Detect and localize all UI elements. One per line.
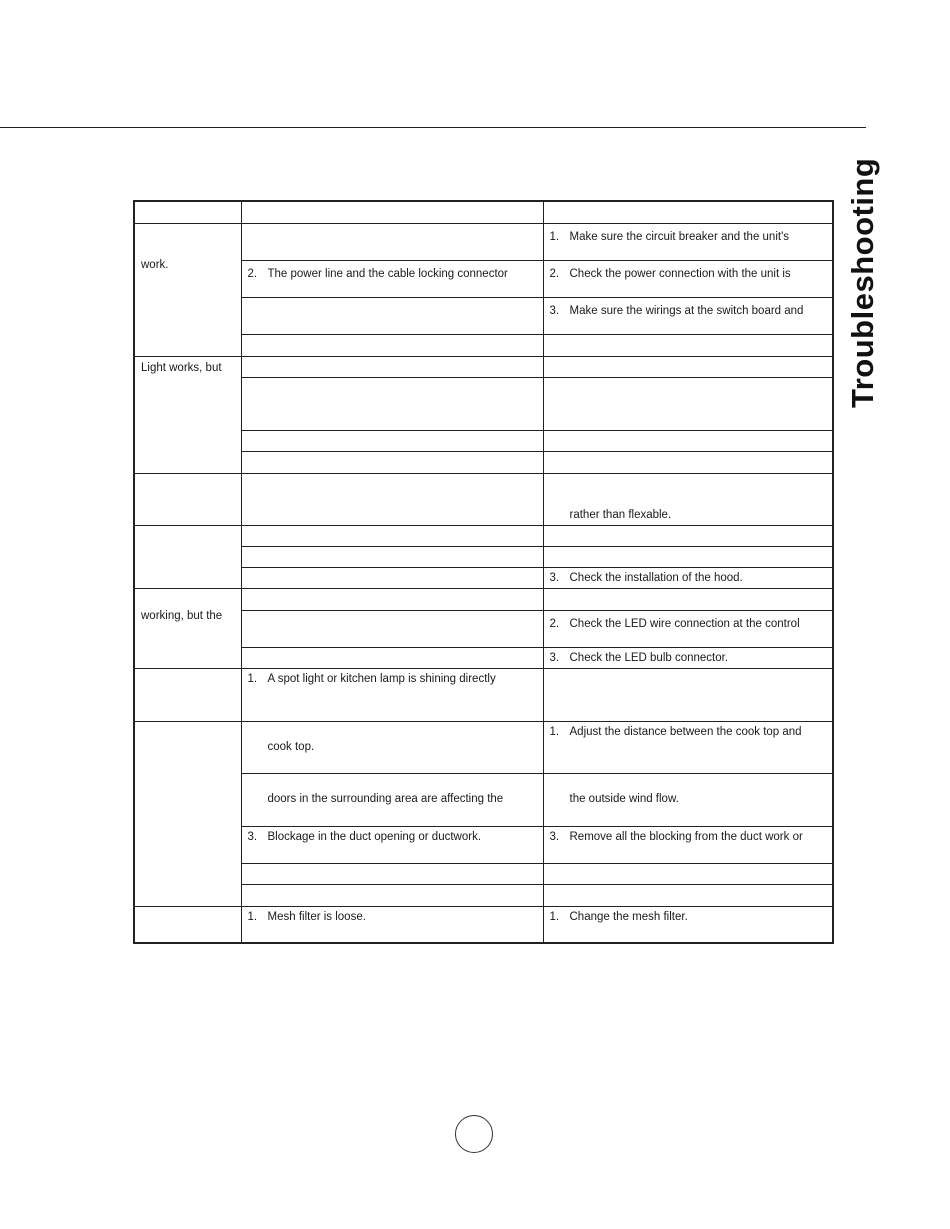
solution-text: Check the power connection with the unit is <box>569 267 791 280</box>
cause-text: doors in the surrounding area are affecting the <box>267 792 504 805</box>
solution-cell: 1. Change the mesh filter. <box>543 906 833 943</box>
problem-cell <box>134 525 241 588</box>
solution-cell: 3. Remove all the blocking from the duct work or <box>543 826 833 863</box>
problem-text: work. <box>141 258 169 271</box>
solution-text: Make sure the circuit breaker and the unit's <box>569 230 790 243</box>
solution-text: the outside wind flow. <box>569 792 679 805</box>
solution-text: rather than flexable. <box>569 508 672 521</box>
solution-cell <box>543 588 833 610</box>
cause-cell <box>241 297 543 334</box>
cause-cell <box>241 721 543 773</box>
solution-text: Change the mesh filter. <box>569 910 688 923</box>
problem-cell <box>134 356 241 473</box>
table-row <box>134 721 833 773</box>
solution-cell <box>543 451 833 473</box>
cause-cell: 3. Blockage in the duct opening or ductwork. <box>241 826 543 863</box>
table-row <box>134 906 833 943</box>
solution-cell <box>543 430 833 451</box>
cause-cell <box>241 647 543 668</box>
cause-cell <box>241 377 543 430</box>
solution-cell <box>543 668 833 721</box>
cause-cell <box>241 451 543 473</box>
cause-text: cook top. <box>267 740 315 753</box>
solution-cell <box>543 377 833 430</box>
cause-cell <box>241 863 543 884</box>
solution-cell: 1. Adjust the distance between the cook top and <box>543 721 833 773</box>
cause-cell <box>241 773 543 826</box>
problem-cell <box>134 668 241 721</box>
solution-cell: 2. Check the LED wire connection at the control <box>543 610 833 647</box>
solution-cell <box>543 546 833 567</box>
problem-cell <box>134 223 241 356</box>
problem-cell <box>134 473 241 525</box>
table-header-row <box>134 201 833 223</box>
solution-cell: 3. Make sure the wirings at the switch board and <box>543 297 833 334</box>
table-row <box>134 668 833 721</box>
solution-cell <box>543 525 833 546</box>
header-cell-solution <box>543 201 833 223</box>
cause-cell <box>241 610 543 647</box>
table-row <box>134 223 833 260</box>
cause-cell <box>241 525 543 546</box>
cause-cell: 1. A spot light or kitchen lamp is shining directly <box>241 668 543 721</box>
cause-cell <box>241 588 543 610</box>
header-rule <box>0 127 866 128</box>
cause-cell <box>241 334 543 356</box>
troubleshooting-table <box>133 200 834 944</box>
problem-cell <box>134 588 241 668</box>
table-row <box>134 588 833 610</box>
problem-text: working, but the <box>141 609 223 622</box>
cause-cell: 2. The power line and the cable locking connector <box>241 260 543 297</box>
solution-cell <box>543 473 833 525</box>
cause-text: Mesh filter is loose. <box>267 910 366 923</box>
cause-cell: 1. Mesh filter is loose. <box>241 906 543 943</box>
solution-cell: 1. Make sure the circuit breaker and the unit's <box>543 223 833 260</box>
problem-cell <box>134 721 241 906</box>
cause-cell <box>241 884 543 906</box>
cause-text: A spot light or kitchen lamp is shining directly <box>267 672 496 685</box>
section-title: Troubleshooting <box>845 157 880 408</box>
cause-cell <box>241 546 543 567</box>
cause-cell <box>241 430 543 451</box>
cause-cell <box>241 223 543 260</box>
solution-cell <box>543 863 833 884</box>
problem-cell <box>134 906 241 943</box>
cause-cell <box>241 567 543 588</box>
problem-text: Light works, but <box>141 361 222 374</box>
solution-text: Check the installation of the hood. <box>569 571 743 584</box>
cause-cell <box>241 356 543 377</box>
solution-text: Make sure the wirings at the switch board and <box>569 304 804 317</box>
cause-text: Blockage in the duct opening or ductwork. <box>267 830 482 843</box>
solution-cell <box>543 356 833 377</box>
header-cell-cause <box>241 201 543 223</box>
solution-text: Check the LED wire connection at the control <box>569 617 800 630</box>
cause-text: The power line and the cable locking connector <box>267 267 508 280</box>
cause-cell <box>241 473 543 525</box>
solution-cell <box>543 773 833 826</box>
solution-cell: 3. Check the installation of the hood. <box>543 567 833 588</box>
solution-cell: 2. Check the power connection with the unit is <box>543 260 833 297</box>
solution-cell <box>543 884 833 906</box>
solution-text: Adjust the distance between the cook top and <box>569 725 802 738</box>
page-number-circle <box>455 1115 493 1153</box>
solution-cell <box>543 334 833 356</box>
table-row <box>134 473 833 525</box>
table-row <box>134 356 833 377</box>
table-row <box>134 525 833 546</box>
header-cell-problem <box>134 201 241 223</box>
solution-text: Remove all the blocking from the duct work or <box>569 830 803 843</box>
solution-cell: 3. Check the LED bulb connector. <box>543 647 833 668</box>
solution-text: Check the LED bulb connector. <box>569 651 729 664</box>
